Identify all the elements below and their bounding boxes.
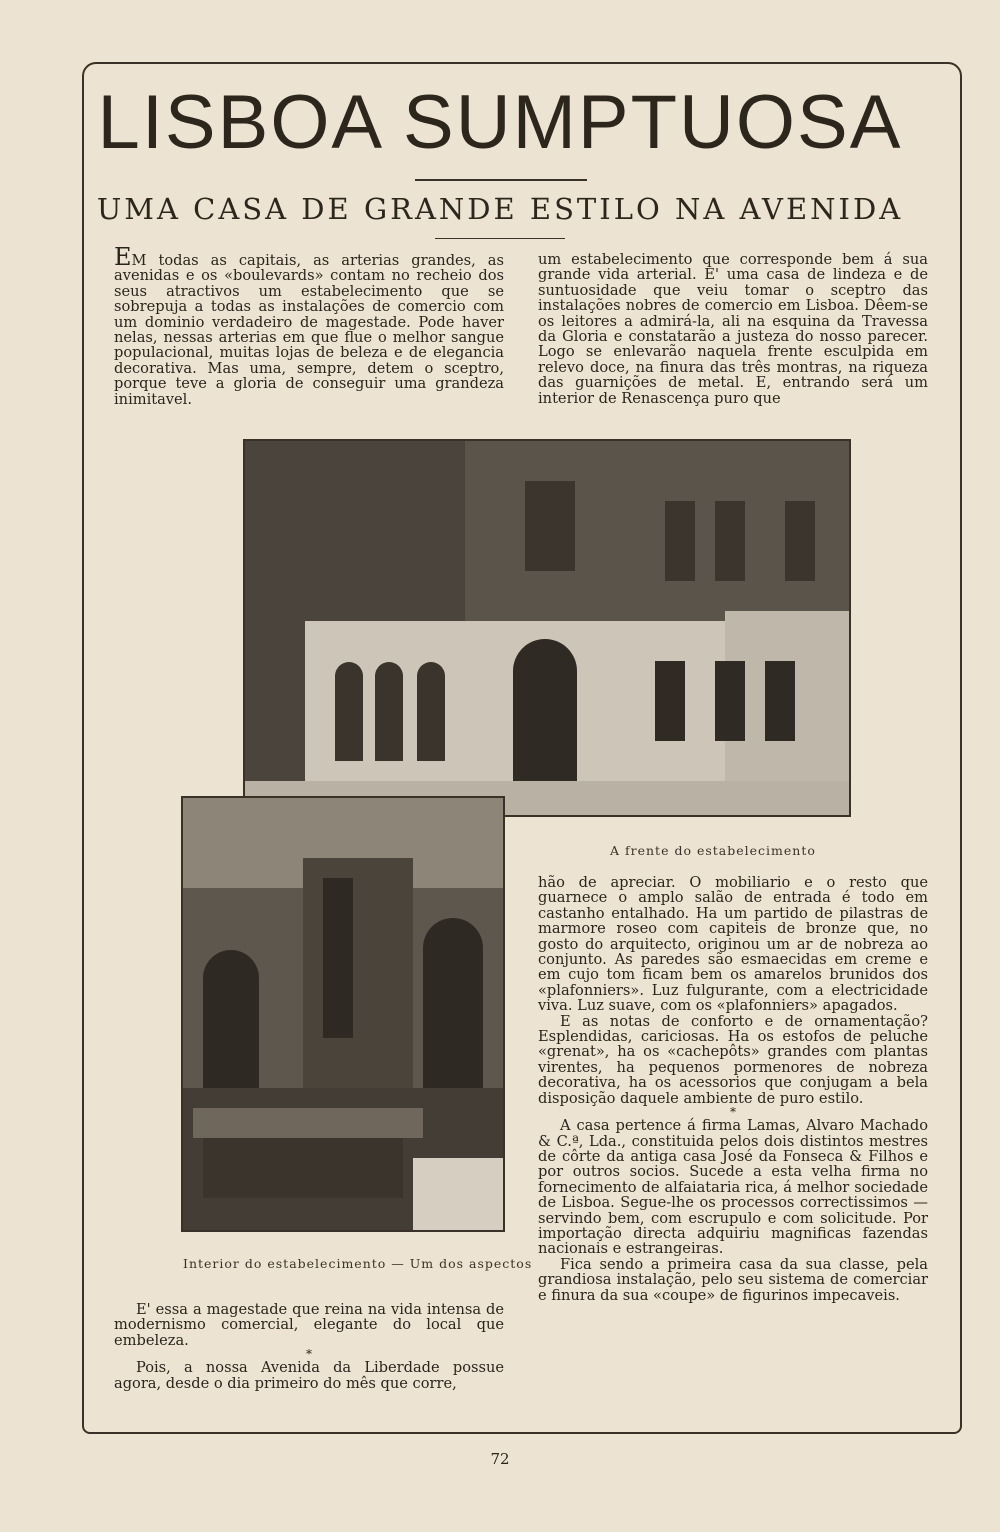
right-column-intro: um estabelecimento que corresponde bem á sua grande vida arterial. E' uma casa de lindeza e de suntuosidade que veiu tomar o sceptro das instalações nobres de comercio em Lisboa. Dêem-se os leitores a admirá-la, ali na esquina da Travessa da Gloria e constatarão a justeza do nosso parecer. Logo se enlevarão naquela frente esculpida em relevo doce, na finura das três montras, na riqueza das guarnições de metal. E, entrando será um interior de Renascença puro que (538, 251, 928, 407)
separator-mark: * (730, 1105, 736, 1120)
interior-illustration (183, 798, 503, 1230)
right-column-body: hão de apreciar. O mobiliario e o resto que guarnece o amplo salão de entrada é todo em castanho entalhado. Ha um partido de pilastras de marmore roseo com capiteis de bronze que, no gosto do arquitecto, originou um ar de nobreza ao conjunto. As paredes são esmaecidas em creme e em cujo tom ficam bem os amarelos brunidos dos «plafonniers». Luz fulgurante, com a electricidade viva. Luz suave, com os «plafonniers» apagados. E as notas de conforto e de ornamentação? Esplendidas, cariciosas. Ha os estofos de peluche «grenat», ha os «cachepôts» grandes com plantas virentes, ha pequenos pormenores de nobreza decorativa, ha os acessorios que conjugam a bela disposição daquele ambiente de puro estilo. * A casa pertence á firma Lamas, Alvaro Machado & C.ª, Lda., constituida pelos dois distintos mestres de côrte da antiga casa José da Fonseca & Filhos e por outros socios. Sucede a esta velha firma no fornecimento de alfaiataria rica, á melhor sociedade de Lisboa. Segue-lhe os processos correctissimos — servindo bem, com escrupulo e com solicitude. Por importação directa adquiriu magnificas fazendas nacionais e estrangeiras. Fica sendo a primeira casa da sua classe, pela grandiosa instalação, pelo seu sistema de comerciar e finura da sua «coupe» de figurinos impecaveis. (538, 874, 928, 1304)
left-column-body: E' essa a magestade que reina na vida intensa de modernismo comercial, elegante do local que embeleza. * Pois, a nossa Avenida da Liberdade possue agora, desde o dia primeiro do mês que corre, (114, 1301, 504, 1392)
title-rule (415, 179, 587, 181)
caption-storefront: A frente do estabelecimento (610, 843, 816, 858)
storefront-illustration (245, 441, 849, 815)
drop-cap: E (114, 243, 132, 271)
interior-photo (181, 796, 505, 1232)
page-number: 72 (490, 1450, 510, 1468)
caption-interior: Interior do estabelecimento — Um dos aspectos (183, 1256, 533, 1271)
left-column-intro: EM todas as capitais, as arterias grandes, as avenidas e os «boulevards» contam no recheio dos seus atractivos um estabelecimento que se sobrepuja a todas as instalações de comercio com um dominio verdadeiro de magestade. Pode haver nelas, nessas arterias em que flue o melhor sangue populacional, muitas lojas de beleza e de elegancia decorativa. Mas uma, sempre, detem o sceptro, porque teve a gloria de conseguir uma grandeza inimitavel. (114, 243, 504, 408)
storefront-photo (243, 439, 851, 817)
separator-mark-left: * (306, 1347, 312, 1362)
article-title: LISBOA SUMPTUOSA (97, 80, 903, 165)
article-subtitle: UMA CASA DE GRANDE ESTILO NA AVENIDA (96, 192, 904, 226)
subtitle-rule (435, 238, 565, 239)
